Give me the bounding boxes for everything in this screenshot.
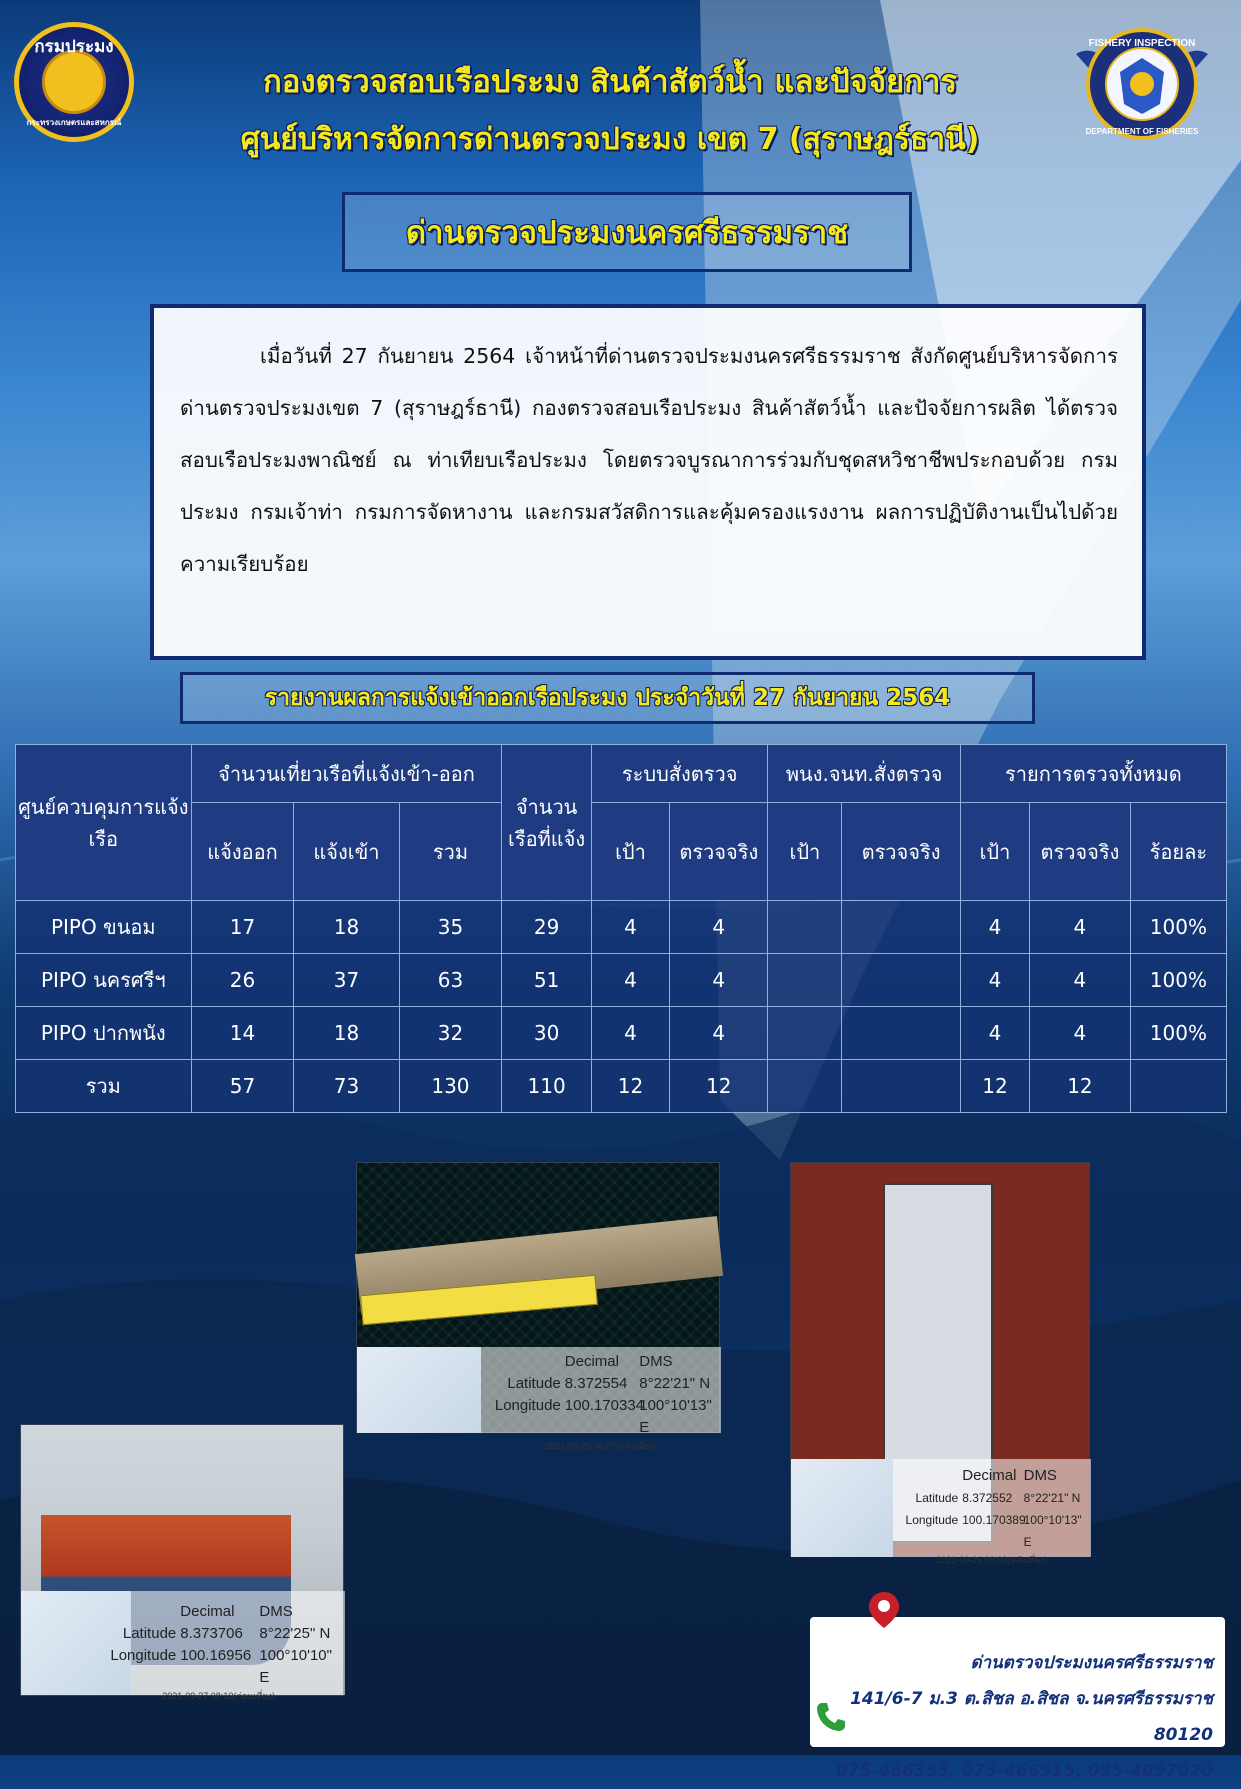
- gps-latitude-dms: 8°22'21" N: [1023, 1491, 1081, 1505]
- cell-all-target: 4: [960, 1007, 1029, 1060]
- gps-decimal-label: Decimal: [962, 1467, 1017, 1484]
- cell-percent: 100%: [1130, 1007, 1226, 1060]
- department-of-fisheries-logo: [14, 22, 134, 142]
- header-all-group: รายการตรวจทั้งหมด: [960, 745, 1226, 803]
- header-percent: ร้อยละ: [1130, 803, 1226, 901]
- cell-out: 14: [191, 1007, 294, 1060]
- cell-out: 26: [191, 954, 294, 1007]
- contact-panel: [810, 1617, 1225, 1781]
- gps-longitude-label: Longitude: [110, 1647, 177, 1664]
- header-in: แจ้งเข้า: [294, 803, 399, 901]
- cell-boats: 51: [502, 954, 591, 1007]
- report-paragraph-box: [150, 304, 1146, 660]
- footer-address: 141/6-7 ม.3 ต.สิชล อ.สิชล จ.นครศรีธรรมราช 80120: [850, 1689, 1213, 1745]
- gps-timestamp: 2021-09-26 06:07(หลังเที่ยง): [545, 1441, 657, 1451]
- cell-all-target: 12: [960, 1060, 1029, 1113]
- gps-longitude-label: Longitude: [905, 1513, 959, 1527]
- cell-sys-target: 4: [591, 1007, 669, 1060]
- fishery-inspection-logo: [1072, 24, 1212, 144]
- header-center: ศูนย์ควบคุมการแจ้งเรือ: [16, 745, 192, 901]
- gps-dms-label: DMS: [259, 1603, 293, 1620]
- cell-sys-target: 4: [591, 901, 669, 954]
- cell-total: 130: [399, 1060, 502, 1113]
- cell-off-actual: [842, 1060, 961, 1113]
- cell-out: 17: [191, 901, 294, 954]
- cell-all-actual: 4: [1030, 901, 1131, 954]
- gps-longitude-decimal: 100.170334: [564, 1397, 645, 1414]
- gps-longitude-label: Longitude: [494, 1397, 561, 1414]
- table-row: [16, 1007, 1227, 1060]
- header-all-target: เป้า: [960, 803, 1029, 901]
- cell-center: PIPO นครศรีฯ: [16, 954, 192, 1007]
- cell-center: รวม: [16, 1060, 192, 1113]
- cell-sys-actual: 12: [670, 1060, 768, 1113]
- header-title-line1: กองตรวจสอบเรือประมง สินค้าสัตว์น้ำ และปัจจัยการ: [262, 64, 958, 100]
- header-boats: จำนวนเรือที่แจ้ง: [502, 745, 591, 901]
- cell-off-target: [768, 1060, 842, 1113]
- cell-boats: 30: [502, 1007, 591, 1060]
- header-system-group: ระบบสั่งตรวจ: [591, 745, 768, 803]
- table-row: [16, 954, 1227, 1007]
- cell-sys-actual: 4: [670, 901, 768, 954]
- gps-overlay-hold: [791, 1459, 1091, 1565]
- report-title: รายงานผลการแจ้งเข้าออกเรือประมง ประจำวันที่ 27 กันยายน 2564: [180, 672, 1035, 724]
- phone-icon: [814, 1700, 848, 1734]
- cell-off-actual: [842, 954, 961, 1007]
- cell-center: PIPO ปากพนัง: [16, 1007, 192, 1060]
- gps-decimal-label: Decimal: [564, 1353, 619, 1370]
- cell-sys-actual: 4: [670, 954, 768, 1007]
- cell-all-target: 4: [960, 954, 1029, 1007]
- cell-all-target: 4: [960, 901, 1029, 954]
- cell-off-actual: [842, 1007, 961, 1060]
- cell-percent: 100%: [1130, 954, 1226, 1007]
- cell-all-actual: 12: [1030, 1060, 1131, 1113]
- table-row: [16, 901, 1227, 954]
- gps-longitude-dms: 100°10'13" E: [639, 1397, 712, 1436]
- photo-fishing-net: [356, 1162, 720, 1451]
- gps-overlay-boat: [21, 1591, 345, 1701]
- logo-left-text-top: กรมประมง: [34, 37, 114, 57]
- header-officer-group: พนง.จนท.สั่งตรวจ: [768, 745, 960, 803]
- header-trips-group: จำนวนเที่ยวเรือที่แจ้งเข้า-ออก: [191, 745, 502, 803]
- header-sys-target: เป้า: [591, 803, 669, 901]
- header-all-actual: ตรวจจริง: [1030, 803, 1131, 901]
- cell-in: 37: [294, 954, 399, 1007]
- gps-dms-label: DMS: [639, 1353, 673, 1370]
- gps-timestamp: 2021-09-27 08:10(ก่อนเที่ยง): [162, 1691, 276, 1701]
- station-title: ด่านตรวจประมงนครศรีธรรมราช: [342, 192, 912, 272]
- mini-map: [357, 1347, 481, 1433]
- gps-latitude-decimal: 8.372552: [962, 1491, 1013, 1505]
- logo-left-text-bottom: กระทรวงเกษตรและสหกรณ์: [26, 118, 122, 127]
- gps-latitude-decimal: 8.372554: [564, 1375, 628, 1392]
- cell-all-actual: 4: [1030, 954, 1131, 1007]
- cell-off-target: [768, 954, 842, 1007]
- header-out: แจ้งออก: [191, 803, 294, 901]
- cell-in: 18: [294, 1007, 399, 1060]
- logo-right-text-top: FISHERY INSPECTION: [1088, 38, 1196, 49]
- header-off-target: เป้า: [768, 803, 842, 901]
- gps-longitude-dms: 100°10'13" E: [1023, 1513, 1082, 1549]
- cell-boats: 110: [502, 1060, 591, 1113]
- cell-sys-actual: 4: [670, 1007, 768, 1060]
- header-title-line2: ศูนย์บริหารจัดการด่านตรวจประมง เขต 7 (สุราษฎร์ธานี): [240, 122, 980, 157]
- gps-latitude-dms: 8°22'25" N: [259, 1625, 331, 1642]
- cell-out: 57: [191, 1060, 294, 1113]
- cell-off-target: [768, 1007, 842, 1060]
- cell-percent: [1130, 1060, 1226, 1113]
- cell-all-actual: 4: [1030, 1007, 1131, 1060]
- header-off-actual: ตรวจจริง: [842, 803, 961, 901]
- footer-phones: 075-466355, 075-466915, 095-4097020: [835, 1761, 1213, 1781]
- cell-total: 32: [399, 1007, 502, 1060]
- gps-latitude-label: Latitude: [915, 1491, 959, 1505]
- gps-latitude-label: Latitude: [122, 1625, 177, 1642]
- cell-center: PIPO ขนอม: [16, 901, 192, 954]
- gps-decimal-label: Decimal: [180, 1603, 235, 1620]
- gps-latitude-decimal: 8.373706: [180, 1625, 243, 1642]
- report-paragraph: เมื่อวันที่ 27 กันยายน 2564 เจ้าหน้าที่ด่านตรวจประมงนครศรีธรรมราช สังกัดศูนย์บริหารจัดการด่านตรวจประมงเขต 7 (สุราษฎร์ธานี) กองตรวจสอบเรือประมง สินค้าสัตว์น้ำ และปัจจัยการผลิต ได้ตรวจสอบเรือประมงพาณิชย์ ณ ท่าเทียบเรือประมง โดยตรวจบูรณาการร่วมกับชุดสหวิชาชีพประกอบด้วย กรมประมง กรมเจ้าท่า กรมการจัดหางาน และกรมสวัสดิการและคุ้มครองแรงงาน ผลการปฏิบัติงานเป็นไปด้วยความเรียบร้อย: [180, 344, 1118, 576]
- header-sys-actual: ตรวจจริง: [670, 803, 768, 901]
- cell-in: 73: [294, 1060, 399, 1113]
- gps-longitude-decimal: 100.170389: [962, 1513, 1026, 1527]
- cell-total: 35: [399, 901, 502, 954]
- gps-latitude-dms: 8°22'21" N: [639, 1375, 711, 1392]
- photo-fish-hold: [790, 1162, 1090, 1565]
- photo-fishing-boat: [20, 1424, 344, 1701]
- footer-station-name: ด่านตรวจประมงนครศรีธรรมราช: [970, 1653, 1213, 1673]
- gps-longitude-decimal: 100.16956: [180, 1647, 252, 1664]
- cell-boats: 29: [502, 901, 591, 954]
- cell-off-actual: [842, 901, 961, 954]
- gps-longitude-dms: 100°10'10" E: [259, 1647, 332, 1686]
- mini-map: [791, 1459, 893, 1557]
- gps-timestamp: 2021-09-26 06:03(หลังเที่ยง): [936, 1555, 1048, 1565]
- cell-sys-target: 4: [591, 954, 669, 1007]
- cell-off-target: [768, 901, 842, 954]
- cell-total: 63: [399, 954, 502, 1007]
- table-total-row: [16, 1060, 1227, 1113]
- gps-overlay-net: [357, 1347, 721, 1451]
- report-table: [15, 744, 1227, 1113]
- cell-sys-target: 12: [591, 1060, 669, 1113]
- logo-right-text-bottom: DEPARTMENT OF FISHERIES: [1085, 127, 1199, 136]
- header-total: รวม: [399, 803, 502, 901]
- cell-percent: 100%: [1130, 901, 1226, 954]
- gps-latitude-label: Latitude: [507, 1375, 561, 1392]
- location-pin-icon: [864, 1590, 904, 1630]
- cell-in: 18: [294, 901, 399, 954]
- gps-dms-label: DMS: [1023, 1467, 1057, 1484]
